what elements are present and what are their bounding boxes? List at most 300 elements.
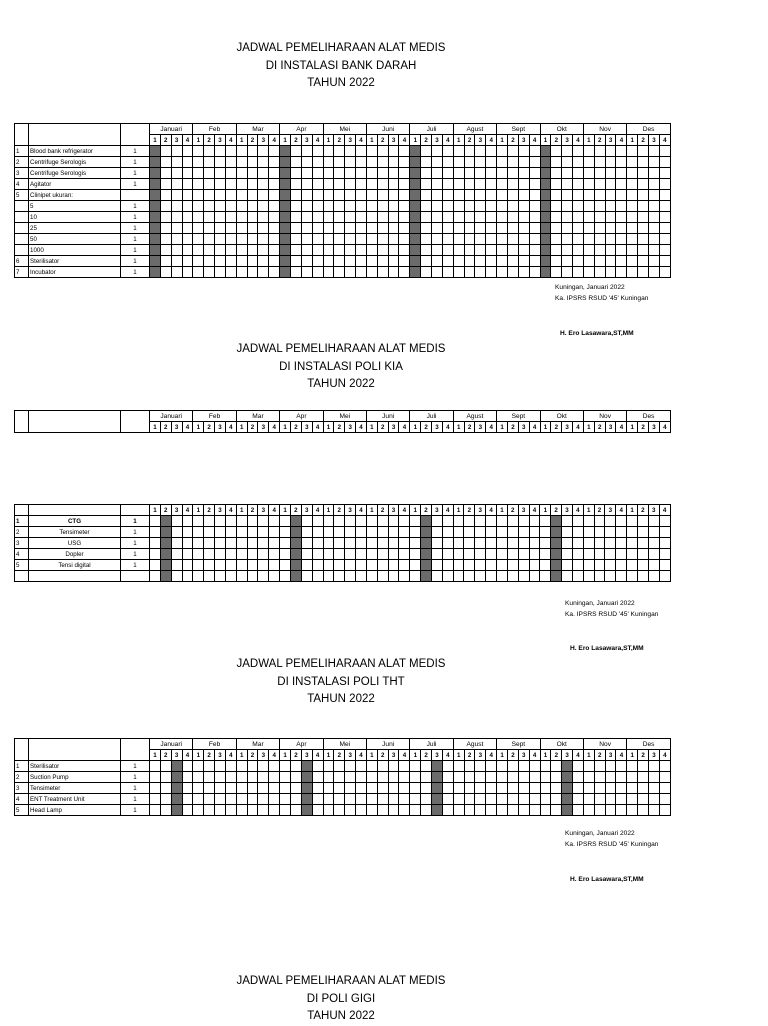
schedule-cell — [421, 146, 432, 157]
schedule-cell — [453, 560, 464, 571]
schedule-cell — [323, 527, 334, 538]
schedule-cell — [366, 538, 377, 549]
schedule-cell — [486, 190, 497, 201]
schedule-cell — [269, 772, 280, 783]
schedule-cell — [410, 560, 421, 571]
header-week: 4 — [529, 750, 540, 761]
schedule-cell — [410, 805, 421, 816]
schedule-cell — [182, 560, 193, 571]
schedule-cell — [323, 179, 334, 190]
schedule-cell — [280, 527, 291, 538]
schedule-cell — [507, 560, 518, 571]
header-week: 2 — [334, 422, 345, 433]
schedule-cell — [377, 168, 388, 179]
schedule-cell — [356, 267, 367, 278]
maintenance-cell — [290, 549, 301, 560]
header-week: 1 — [280, 505, 291, 516]
schedule-cell — [573, 146, 584, 157]
schedule-cell — [508, 256, 519, 267]
maintenance-cell — [150, 223, 161, 234]
schedule-cell — [247, 549, 258, 560]
schedule-cell — [583, 761, 594, 772]
schedule-cell — [594, 223, 605, 234]
header-week: 4 — [572, 505, 583, 516]
schedule-cell — [464, 234, 475, 245]
row-nama-alat: 50 — [29, 234, 121, 245]
header-month-januari: Januari — [150, 411, 193, 422]
schedule-cell — [453, 549, 464, 560]
schedule-cell — [182, 190, 193, 201]
schedule-cell — [334, 527, 345, 538]
schedule-cell — [345, 223, 356, 234]
schedule-cell — [215, 179, 226, 190]
schedule-cell — [377, 772, 388, 783]
schedule-cell — [486, 538, 497, 549]
schedule-cell — [356, 201, 367, 212]
schedule-cell — [323, 560, 334, 571]
schedule-cell — [377, 267, 388, 278]
schedule-cell — [366, 560, 377, 571]
header-week: 3 — [518, 505, 529, 516]
row-jml: 1 — [121, 527, 150, 538]
schedule-cell — [551, 245, 562, 256]
schedule-cell — [301, 516, 312, 527]
schedule-cell — [323, 157, 334, 168]
schedule-cell — [475, 783, 486, 794]
schedule-cell — [388, 179, 399, 190]
schedule-cell — [301, 201, 312, 212]
schedule-cell — [236, 146, 247, 157]
maintenance-cell — [421, 527, 432, 538]
maintenance-cell — [540, 245, 551, 256]
schedule-cell — [551, 761, 562, 772]
schedule-cell — [594, 761, 605, 772]
schedule-cell — [442, 538, 453, 549]
schedule-cell — [388, 190, 399, 201]
schedule-cell — [301, 527, 312, 538]
schedule-cell — [247, 772, 258, 783]
table-row — [15, 223, 671, 234]
schedule-cell — [421, 157, 432, 168]
schedule-cell — [497, 560, 508, 571]
schedule-cell — [334, 245, 345, 256]
schedule-cell — [475, 794, 486, 805]
schedule-cell — [453, 267, 464, 278]
maintenance-cell — [171, 761, 182, 772]
header-week: 3 — [215, 422, 226, 433]
schedule-cell — [649, 772, 660, 783]
schedule-cell — [345, 516, 356, 527]
row-nama-alat: ENT Treatment Unit — [29, 794, 121, 805]
schedule-cell — [334, 805, 345, 816]
schedule-cell — [280, 794, 291, 805]
header-week: 3 — [171, 505, 182, 516]
schedule-cell — [225, 157, 236, 168]
schedule-cell — [572, 549, 583, 560]
schedule-cell — [356, 179, 367, 190]
schedule-cell — [464, 267, 475, 278]
schedule-cell — [594, 527, 605, 538]
table-row — [15, 527, 671, 538]
header-week: 2 — [464, 135, 475, 146]
schedule-cell — [247, 223, 258, 234]
schedule-cell — [215, 783, 226, 794]
maintenance-cell — [562, 805, 573, 816]
schedule-cell — [193, 761, 204, 772]
schedule-cell — [659, 168, 670, 179]
schedule-cell — [453, 516, 464, 527]
schedule-cell — [377, 245, 388, 256]
header-nama-alat — [29, 411, 121, 433]
schedule-cell — [497, 256, 508, 267]
schedule-cell — [648, 538, 659, 549]
header-week: 2 — [204, 750, 215, 761]
schedule-cell — [616, 190, 627, 201]
header-week: 3 — [605, 135, 616, 146]
schedule-cell — [627, 179, 638, 190]
schedule-cell — [659, 805, 670, 816]
schedule-cell — [225, 538, 236, 549]
schedule-cell — [193, 201, 204, 212]
schedule-cell — [638, 157, 649, 168]
schedule-cell — [334, 772, 345, 783]
schedule-cell — [431, 571, 442, 582]
header-week: 2 — [464, 750, 475, 761]
schedule-cell — [508, 245, 519, 256]
schedule-cell — [160, 223, 171, 234]
schedule-cell — [508, 146, 519, 157]
schedule-cell — [508, 761, 519, 772]
schedule-cell — [659, 538, 670, 549]
schedule-cell — [421, 805, 432, 816]
maintenance-cell — [280, 201, 291, 212]
schedule-cell — [215, 212, 226, 223]
schedule-cell — [377, 146, 388, 157]
schedule-cell — [540, 527, 551, 538]
row-no: 3 — [15, 783, 29, 794]
schedule-cell — [312, 571, 323, 582]
header-week: 3 — [432, 135, 443, 146]
header-week: 3 — [518, 750, 529, 761]
schedule-cell — [377, 560, 388, 571]
schedule-cell — [649, 146, 660, 157]
header-month-juni: Juni — [366, 124, 409, 135]
header-week: 2 — [594, 750, 605, 761]
schedule-table-poli-kia — [14, 504, 669, 582]
schedule-cell — [432, 157, 443, 168]
maintenance-cell — [150, 267, 161, 278]
schedule-cell — [616, 223, 627, 234]
header-week: 4 — [399, 422, 410, 433]
schedule-cell — [432, 179, 443, 190]
maintenance-cell — [150, 146, 161, 157]
maintenance-cell — [301, 772, 312, 783]
schedule-cell — [453, 168, 464, 179]
schedule-cell — [627, 234, 638, 245]
header-week: 4 — [182, 505, 193, 516]
schedule-cell — [616, 157, 627, 168]
schedule-cell — [269, 234, 280, 245]
schedule-cell — [573, 168, 584, 179]
schedule-cell — [345, 560, 356, 571]
schedule-cell — [215, 267, 226, 278]
header-week: 3 — [171, 422, 182, 433]
row-nama-alat: Sterilisator — [29, 256, 121, 267]
schedule-cell — [204, 772, 215, 783]
schedule-cell — [301, 212, 312, 223]
schedule-cell — [518, 527, 529, 538]
schedule-cell — [312, 157, 323, 168]
header-week: 3 — [432, 422, 443, 433]
schedule-cell — [280, 538, 291, 549]
schedule-grid — [14, 738, 671, 816]
header-week: 4 — [225, 505, 236, 516]
schedule-cell — [453, 201, 464, 212]
signature-position: Ka. IPSRS RSUD '45' Kuningan — [565, 841, 659, 848]
schedule-cell — [497, 146, 508, 157]
header-week: 1 — [150, 422, 161, 433]
maintenance-cell — [150, 157, 161, 168]
maintenance-cell — [410, 212, 421, 223]
schedule-cell — [583, 527, 594, 538]
schedule-cell — [236, 571, 247, 582]
schedule-cell — [193, 146, 204, 157]
header-week: 3 — [388, 135, 399, 146]
schedule-cell — [160, 179, 171, 190]
schedule-cell — [280, 805, 291, 816]
schedule-cell — [518, 223, 529, 234]
schedule-cell — [377, 223, 388, 234]
schedule-cell — [442, 190, 453, 201]
schedule-cell — [594, 794, 605, 805]
schedule-cell — [410, 571, 421, 582]
schedule-cell — [193, 168, 204, 179]
signature-position: Ka. IPSRS RSUD '45' Kuningan — [565, 611, 659, 618]
schedule-cell — [247, 761, 258, 772]
table-row — [15, 157, 671, 168]
schedule-cell — [551, 168, 562, 179]
schedule-cell — [225, 794, 236, 805]
schedule-cell — [508, 234, 519, 245]
schedule-cell — [594, 571, 605, 582]
schedule-cell — [356, 538, 367, 549]
schedule-cell — [323, 267, 334, 278]
schedule-cell — [345, 538, 356, 549]
schedule-cell — [432, 212, 443, 223]
header-week: 4 — [269, 505, 280, 516]
schedule-cell — [225, 212, 236, 223]
schedule-cell — [486, 157, 497, 168]
schedule-cell — [160, 157, 171, 168]
schedule-cell — [171, 168, 182, 179]
schedule-cell — [475, 560, 486, 571]
schedule-cell — [150, 560, 161, 571]
header-week: 4 — [356, 422, 367, 433]
header-week: 2 — [638, 135, 649, 146]
schedule-cell — [323, 783, 334, 794]
schedule-cell — [453, 179, 464, 190]
schedule-cell — [659, 772, 670, 783]
maintenance-cell — [410, 190, 421, 201]
schedule-cell — [551, 212, 562, 223]
header-week: 1 — [410, 750, 421, 761]
schedule-cell — [486, 805, 497, 816]
schedule-cell — [431, 560, 442, 571]
schedule-cell — [280, 549, 291, 560]
section-title-poli-gigi — [0, 973, 682, 1026]
header-week: 3 — [475, 750, 486, 761]
schedule-cell — [497, 783, 508, 794]
schedule-cell — [583, 538, 594, 549]
schedule-cell — [649, 245, 660, 256]
schedule-cell — [377, 538, 388, 549]
schedule-cell — [204, 179, 215, 190]
schedule-cell — [334, 201, 345, 212]
schedule-cell — [215, 560, 226, 571]
schedule-cell — [225, 201, 236, 212]
schedule-cell — [334, 783, 345, 794]
schedule-cell — [312, 516, 323, 527]
schedule-cell — [638, 179, 649, 190]
schedule-cell — [649, 179, 660, 190]
schedule-cell — [627, 157, 638, 168]
schedule-cell — [573, 794, 584, 805]
schedule-cell — [193, 538, 204, 549]
schedule-cell — [388, 157, 399, 168]
schedule-cell — [475, 772, 486, 783]
schedule-cell — [583, 245, 594, 256]
schedule-cell — [193, 179, 204, 190]
schedule-cell — [356, 571, 367, 582]
header-week: 1 — [410, 422, 421, 433]
maintenance-cell — [421, 560, 432, 571]
schedule-cell — [540, 794, 551, 805]
schedule-cell — [247, 527, 258, 538]
schedule-cell — [638, 223, 649, 234]
header-week: 4 — [225, 422, 236, 433]
schedule-cell — [442, 560, 453, 571]
schedule-cell — [638, 256, 649, 267]
schedule-cell — [605, 212, 616, 223]
schedule-cell — [410, 794, 421, 805]
maintenance-cell — [410, 201, 421, 212]
schedule-cell — [312, 527, 323, 538]
row-nama-alat: Sterilisator — [29, 761, 121, 772]
schedule-cell — [399, 179, 410, 190]
schedule-cell — [150, 772, 161, 783]
header-month-agust: Agust — [453, 124, 496, 135]
schedule-cell — [573, 805, 584, 816]
schedule-cell — [334, 234, 345, 245]
table-row — [15, 179, 671, 190]
schedule-cell — [583, 794, 594, 805]
header-week: 3 — [518, 135, 529, 146]
schedule-cell — [323, 212, 334, 223]
schedule-cell — [399, 783, 410, 794]
schedule-cell — [182, 256, 193, 267]
schedule-cell — [529, 157, 540, 168]
schedule-cell — [497, 201, 508, 212]
schedule-cell — [431, 516, 442, 527]
schedule-cell — [594, 212, 605, 223]
maintenance-cell — [280, 179, 291, 190]
schedule-cell — [225, 783, 236, 794]
maintenance-cell — [410, 223, 421, 234]
schedule-cell — [334, 761, 345, 772]
header-month-mar: Mar — [236, 411, 279, 422]
header-week: 1 — [583, 750, 594, 761]
schedule-cell — [356, 157, 367, 168]
schedule-cell — [442, 256, 453, 267]
schedule-cell — [323, 201, 334, 212]
schedule-cell — [182, 201, 193, 212]
schedule-cell — [236, 190, 247, 201]
schedule-cell — [649, 256, 660, 267]
schedule-cell — [573, 256, 584, 267]
schedule-cell — [377, 516, 388, 527]
schedule-cell — [475, 516, 486, 527]
header-row-months — [15, 124, 671, 135]
header-week: 2 — [247, 135, 258, 146]
schedule-cell — [160, 245, 171, 256]
schedule-cell — [291, 168, 302, 179]
header-week: 2 — [247, 750, 258, 761]
header-week: 1 — [323, 135, 334, 146]
schedule-cell — [486, 794, 497, 805]
schedule-cell — [475, 527, 486, 538]
schedule-cell — [475, 234, 486, 245]
maintenance-cell — [551, 538, 562, 549]
header-week: 3 — [562, 505, 573, 516]
header-week: 1 — [583, 135, 594, 146]
schedule-cell — [518, 761, 529, 772]
schedule-cell — [356, 794, 367, 805]
schedule-cell — [410, 549, 421, 560]
title-line: JADWAL PEMELIHARAAN ALAT MEDIS — [236, 343, 446, 355]
schedule-cell — [594, 538, 605, 549]
row-jml: 1 — [121, 157, 150, 168]
schedule-cell — [345, 783, 356, 794]
schedule-cell — [627, 538, 638, 549]
header-week: 3 — [301, 422, 312, 433]
maintenance-cell — [290, 538, 301, 549]
row-no: 6 — [15, 256, 29, 267]
schedule-cell — [594, 772, 605, 783]
row-jml: 1 — [121, 223, 150, 234]
maintenance-cell — [280, 190, 291, 201]
schedule-cell — [649, 794, 660, 805]
row-jml: 1 — [121, 201, 150, 212]
schedule-cell — [573, 772, 584, 783]
schedule-cell — [594, 560, 605, 571]
schedule-cell — [258, 772, 269, 783]
schedule-cell — [204, 783, 215, 794]
header-month-nov: Nov — [583, 124, 626, 135]
header-month-mei: Mei — [323, 124, 366, 135]
maintenance-cell — [160, 516, 171, 527]
header-week: 4 — [269, 750, 280, 761]
schedule-cell — [659, 527, 670, 538]
schedule-cell — [236, 267, 247, 278]
schedule-cell — [572, 516, 583, 527]
schedule-cell — [269, 146, 280, 157]
schedule-cell — [573, 157, 584, 168]
schedule-cell — [171, 527, 182, 538]
header-week: 3 — [215, 135, 226, 146]
schedule-cell — [204, 560, 215, 571]
header-week: 1 — [280, 135, 291, 146]
schedule-cell — [508, 783, 519, 794]
